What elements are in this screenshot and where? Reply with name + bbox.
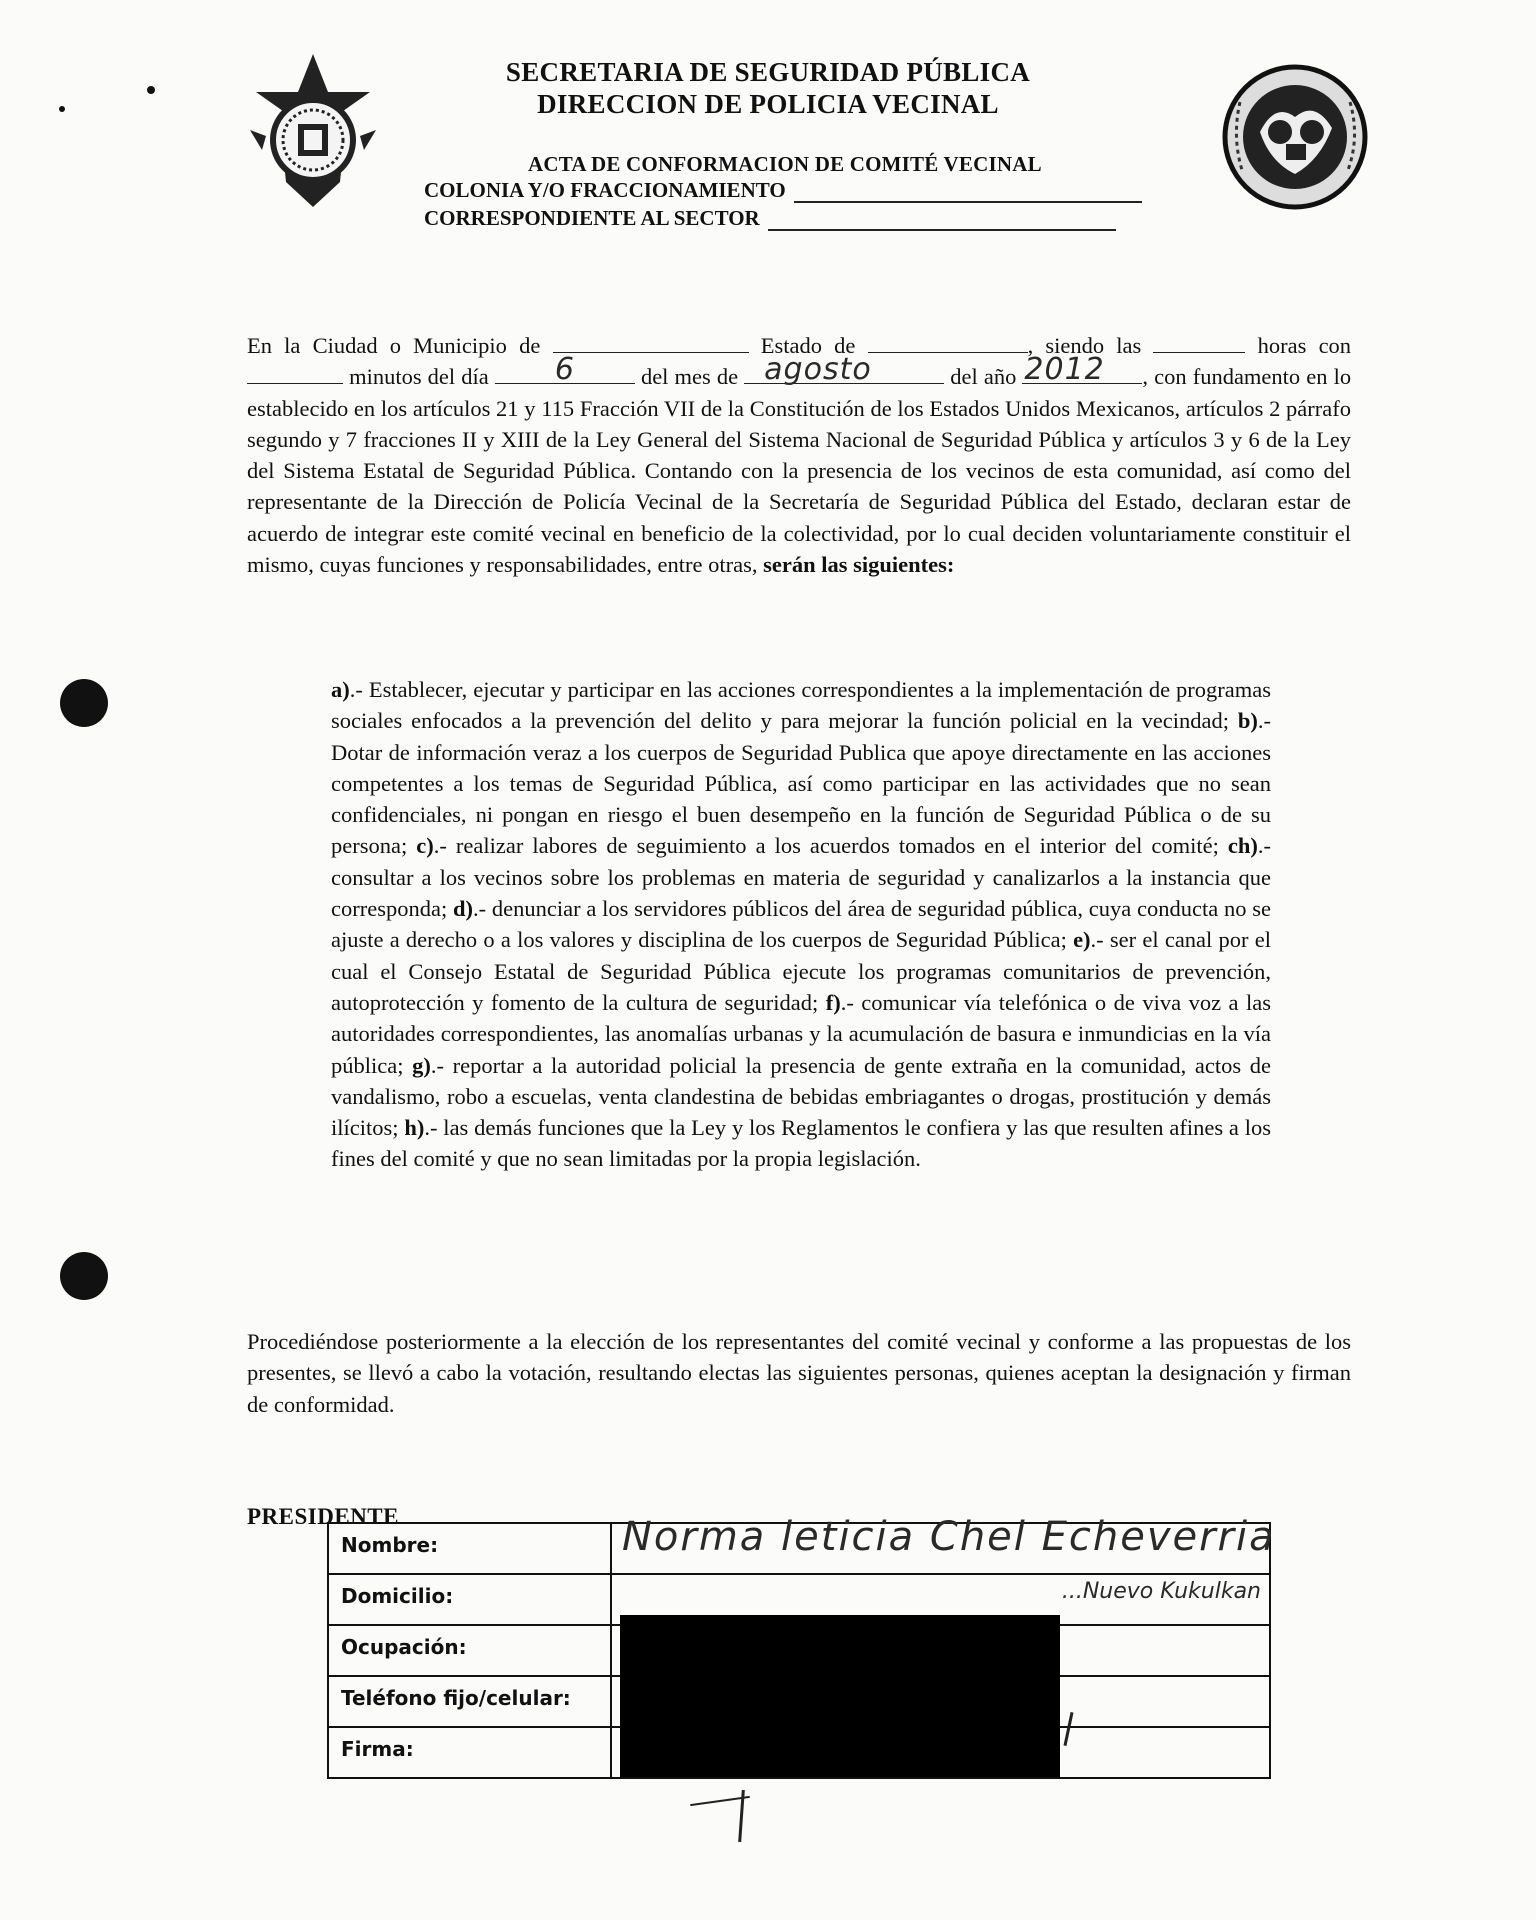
acta-title: ACTA DE CONFORMACION DE COMITÉ VECINAL xyxy=(528,152,1042,176)
hole-punch xyxy=(60,679,108,727)
functions-list xyxy=(331,674,1271,1175)
anio-handwritten: 2012 xyxy=(1024,352,1105,387)
document-header xyxy=(0,56,1536,120)
intro-text: minutos del día xyxy=(349,364,489,390)
colonia-label: COLONIA Y/O FRACCIONAMIENTO xyxy=(424,178,786,202)
item-text: .- reportar a la autoridad policial la presencia de gente extraña en la comunidad, actos de vandalismo, robo a escuelas, venta clandestina de bebidas embriagantes o drogas, prostitución y demás ilícitos; xyxy=(331,1052,1271,1141)
item-text: .- Dotar de información veraz a los cuerpos de Seguridad Publica que apoye directamente en las acciones competentes a los temas de Seguridad Pública, así como participar en las actividades que no sean confidenciales, ni pongan en riesgo el buen desempeño en la función de Seguridad Pública o de su persona; xyxy=(331,708,1271,859)
sector-label: CORRESPONDIENTE AL SECTOR xyxy=(424,206,760,230)
anio-blank xyxy=(1022,352,1142,387)
colonia-field xyxy=(424,178,1142,203)
redaction-box xyxy=(620,1615,1060,1777)
header-ministry: SECRETARIA DE SEGURIDAD PÚBLICA xyxy=(505,57,1031,87)
item-mark: ch) xyxy=(1227,833,1258,859)
item-mark: d) xyxy=(452,896,473,922)
dia-handwritten: 6 xyxy=(554,352,575,387)
item-mark: c) xyxy=(416,833,434,859)
item-text: .- ser el canal por el cual el Consejo Estatal de Seguridad Pública ejecute los programas comunitarios de prevención, autoprotección y fomento de la cultura de seguridad; xyxy=(331,927,1271,1015)
item-mark: a) xyxy=(331,677,350,702)
item-text: .- consultar a los vecinos sobre los problemas en materia de seguridad y canalizarlos a la instancia que corresponda; xyxy=(331,833,1271,922)
mes-blank xyxy=(744,352,944,387)
intro-text-bold: serán las siguientes: xyxy=(763,552,955,578)
table-row xyxy=(328,1523,1270,1574)
sector-field xyxy=(424,206,1116,231)
row-label: Firma: xyxy=(328,1727,611,1778)
name-handwritten: Norma leticia Chel Echeverria xyxy=(622,1514,1276,1560)
item-text: .- comunicar vía telefónica o de viva voz a las autoridades correspondientes, las anomalías urbanas y la acumulación de basura e inmundicias en la vía pública; xyxy=(331,989,1271,1078)
dia-blank xyxy=(495,352,635,387)
intro-text: del año xyxy=(950,364,1017,390)
item-text: .- denunciar a los servidores públicos del área de seguridad pública, cuya conducta no se ajuste a derecho o a los valores y disciplina de los cuerpos de Seguridad Pública; xyxy=(331,896,1272,953)
intro-text: del mes de xyxy=(640,364,739,390)
item-text: .- Establecer, ejecutar y participar en las acciones correspondientes a la implementación de programas sociales enfocados a la prevención del delito y para mejorar la función policial en la vecindad; xyxy=(331,677,1271,734)
horas-blank xyxy=(1153,330,1245,353)
item-mark: g) xyxy=(412,1052,431,1078)
intro-text: horas con xyxy=(1257,333,1352,358)
intro-text: , con fundamento en lo establecido en los artículos 21 y 115 Fracción VII de la Constitución de los Estados Unidos Mexicanos, artículos 2 párrafo segundo y 7 fracciones II y XIII de la Ley General del Sistema Nacional de Seguridad Pública y artículos 3 y 6 de la Ley del Sistema Estatal de Seguridad Pública. Contando con la presencia de los vecinos de esta comunidad, así como del representante de la Dirección de Policía Vecinal de la Secretaría de Seguridad Pública del Estado, declaran estar de acuerdo de integrar este comité vecinal en beneficio de la colectividad, por lo cual deciden voluntariamente constituir el mismo, cuyas funciones y responsabilidades, entre otras, xyxy=(247,364,1352,578)
municipio-blank xyxy=(553,330,749,353)
address-handwritten: ...Nuevo Kukulkan xyxy=(1061,1579,1261,1604)
sector-blank xyxy=(768,209,1116,231)
item-mark: e) xyxy=(1073,927,1091,953)
intro-text: En la Ciudad o Municipio de xyxy=(247,333,541,358)
header-directorate: DIRECCION DE POLICIA VECINAL xyxy=(537,89,999,119)
intro-text: , siendo las xyxy=(1027,333,1142,358)
row-label: Teléfono fijo/celular: xyxy=(328,1676,611,1727)
estado-blank xyxy=(868,330,1028,353)
minutos-blank xyxy=(247,361,343,384)
row-label: Nombre: xyxy=(328,1523,611,1574)
mes-handwritten: agosto xyxy=(764,352,872,387)
intro-paragraph xyxy=(247,330,1351,580)
row-label: Ocupación: xyxy=(328,1625,611,1676)
colonia-blank xyxy=(794,181,1142,203)
item-text: .- las demás funciones que la Ley y los Reglamentos le confiera y las que resulten afines a los fines del comité y que no sean limitadas por la propia legislación. xyxy=(331,1115,1271,1172)
item-text: .- realizar labores de seguimiento a los acuerdos tomados en el interior del comité; xyxy=(433,833,1228,859)
name-cell xyxy=(611,1514,1276,1574)
row-label: Domicilio: xyxy=(328,1574,611,1625)
president-section-label: PRESIDENTE xyxy=(247,1504,399,1529)
hole-punch xyxy=(60,1252,108,1300)
closing-paragraph: Procediéndose posteriormente a la elección de los representantes del comité vecinal y conforme a las propuestas de los presentes, se llevó a cabo la votación, resultando electas las siguientes personas, quienes aceptan la designación y firman de conformidad. xyxy=(247,1329,1351,1417)
item-mark: f) xyxy=(825,989,841,1015)
intro-text: Estado de xyxy=(760,333,856,358)
item-mark: h) xyxy=(404,1115,425,1141)
item-mark: b) xyxy=(1237,708,1258,734)
